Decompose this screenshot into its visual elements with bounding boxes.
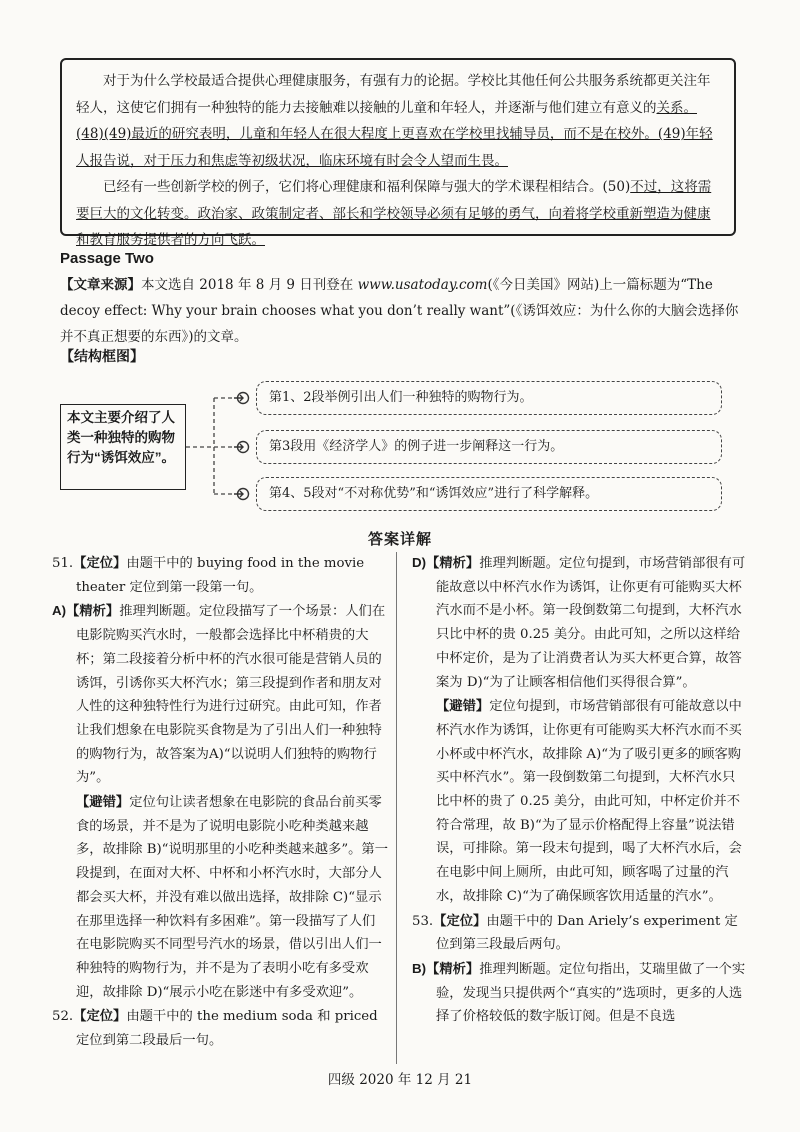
question-number: 51.	[52, 556, 74, 571]
answer-51-avoid	[52, 790, 388, 1004]
analysis-text: 推理判断题。定位句提到，市场营销部很有可能故意以中杯汽水作为诱饵，让你更有可能购买大杯汽水而不是小杯。第一段倒数第二句提到，大杯汽水只比中杯的贵 0.25 美分。由此可知，之所以这样给中杯定价，是为了让消费者认为买大杯更合算，故答案为 D)“为了让顾客相信他们买得很合算”。	[436, 556, 746, 690]
answers-title: 答案详解	[367, 531, 432, 548]
underlined-text: (48)(49)最近的研究表明，儿童和年轻人在很大程度上更喜欢在学校里找辅导员，而不是在校外。(49)年轻人报告说，对于压力和焦虑等初级状况，临床环境有时会令人望而生畏。	[76, 126, 713, 169]
avoid-tag: 【避错】	[76, 794, 130, 810]
locate-tag: 【定位】	[433, 912, 487, 928]
structure-frame-label: 【结构框图】	[60, 348, 144, 364]
page-footer: 四级 2020 年 12 月 21	[327, 1072, 473, 1088]
arrow-circle-icon	[234, 393, 249, 404]
question-53	[412, 909, 748, 957]
answer-option: A)	[52, 603, 67, 619]
answer-option: D)	[412, 555, 427, 570]
question-number: 52.	[52, 1009, 74, 1025]
arrow-circle-icon	[234, 489, 249, 500]
analysis-text: 推理判断题。定位句指出，艾瑞里做了一个实验，发现当只提供两个“真实的”选项时，更多的人选择了价格较低的数字版订阅。但是不良选	[436, 961, 746, 1025]
translation-paragraph-2	[76, 174, 722, 254]
answer-52-avoid	[412, 694, 748, 908]
locate-tag: 【定位】	[73, 555, 127, 570]
diagram-branch-1: 第1、2段举例引出人们一种独特的购物行为。	[256, 381, 722, 415]
analysis-tag: 【精析】	[426, 555, 480, 570]
translation-text: 已经有一些创新学校的例子，它们将心理健康和福利保障与强大的学术课程相结合。(50)	[103, 179, 631, 195]
answer-52-analysis	[412, 551, 748, 694]
avoid-text: 定位句提到，市场营销部很有可能故意以中杯汽水作为诱饵，让你更有可能购买大杯汽水而不买小杯或中杯汽水，故排除 A)“为了吸引更多的顾客购买中杯汽水”。第一段倒数第二句提到，大杯汽水只比中杯的贵了 0.25 美分，由此可知，中杯定价并不符合常理，故 B)“为了显示价格配得上容量”说法错误，可排除。第一段末句提到，喝了大杯汽水后，会在电影中间上厕所，由此可知，顾客喝了过量的汽水，故排除 C)“为了确保顾客饮用适量的汽水”。	[436, 699, 742, 904]
answer-53-analysis	[412, 957, 748, 1029]
analysis-tag: 【精析】	[426, 960, 480, 976]
underlined-text: 不过，这将需要巨大的文化转变。政治家、政策制定者、部长和学校领导必须有足够的勇气，向着将学校重新塑造为健康和教育服务提供者的方向飞跃。	[76, 179, 712, 248]
locate-text: 由题干中的 Dan Ariely’s experiment 定位到第三段最后两句。	[436, 913, 738, 953]
answer-option: B)	[412, 960, 427, 976]
column-divider	[396, 552, 397, 1064]
diagram-branch-2: 第3段用《经济学人》的例子进一步阐释这一行为。	[256, 430, 722, 464]
source-label: 【文章来源】	[60, 277, 141, 292]
answer-51-analysis	[52, 599, 388, 790]
source-website: www.usatoday.com	[357, 277, 488, 293]
answers-left-column	[52, 551, 388, 1053]
arrow-circle-icon	[234, 442, 249, 453]
source-text: (《今日美国》网站)上一篇标题为“The decoy effect: Why your brain chooses what you don’t really want”(《诱饵效应：为什么你的大脑会选择你并不真正想要的东西》)的文章。	[60, 277, 739, 345]
passage-title: Passage Two	[60, 250, 154, 267]
locate-text: 由题干中的 the medium soda 和 priced 定位到第二段最后一句。	[76, 1009, 378, 1049]
diagram-main-box: 本文主要介绍了人类一种独特的购物行为“诱饵效应”。	[60, 404, 186, 490]
analysis-tag: 【精析】	[66, 603, 120, 619]
question-51	[52, 551, 388, 599]
analysis-text: 推理判断题。定位段描写了一个场景：人们在电影院购买汽水时，一般都会选择比中杯稍贵的大杯；第二段接着分析中杯的汽水很可能是营销人员的诱饵，引诱你买大杯汽水；第三段提到作者和朋友对人性的这种独特性行为进行过研究。由此可知，作者让我们想象在电影院买食物是为了引出人们一种独特的购物行为，故答案为A)“以说明人们独特的购物行为”。	[76, 604, 386, 786]
translation-paragraph-1	[76, 68, 722, 174]
underlined-text: 关系。	[656, 99, 697, 116]
locate-text: 由题干中的 buying food in the movie theater 定位到第一段第一句。	[76, 556, 365, 595]
source-text: 本文选自 2018 年 8 月 9 日刊登在	[141, 277, 358, 293]
article-source	[60, 272, 740, 350]
answers-right-column	[412, 551, 748, 1029]
translation-text: 对于为什么学校最适合提供心理健康服务，有强有力的论据。学校比其他任何公共服务系统都更关注年轻人，这使它们拥有一种独特的能力去接触难以接触的儿童和年轻人，并逐渐与他们建立有意义的	[76, 73, 711, 116]
avoid-tag: 【避错】	[436, 698, 490, 714]
diagram-branch-3: 第4、5段对“不对称优势”和“诱饵效应”进行了科学解释。	[256, 477, 722, 511]
question-52	[52, 1004, 388, 1052]
question-number: 53.	[412, 913, 434, 929]
translation-box	[60, 58, 736, 248]
avoid-text: 定位句让读者想象在电影院的食品台前买零食的场景，并不是为了说明电影院小吃种类越来越多，故排除 B)“说明那里的小吃种类越来越多”。第一段提到，在面对大杯、中杯和小杯汽水时，大部分人都会买大杯，并没有难以做出选择，故排除 C)“显示在那里选择一种饮料有多困难”。第一段描写了人们在电影院购买不同型号汽水的场景，借以引出人们一种独特的购物行为，并不是为了表明小吃有多受欢迎，故排除 D)“展示小吃在影迷中有多受欢迎”。	[76, 795, 389, 1000]
locate-tag: 【定位】	[73, 1008, 127, 1024]
